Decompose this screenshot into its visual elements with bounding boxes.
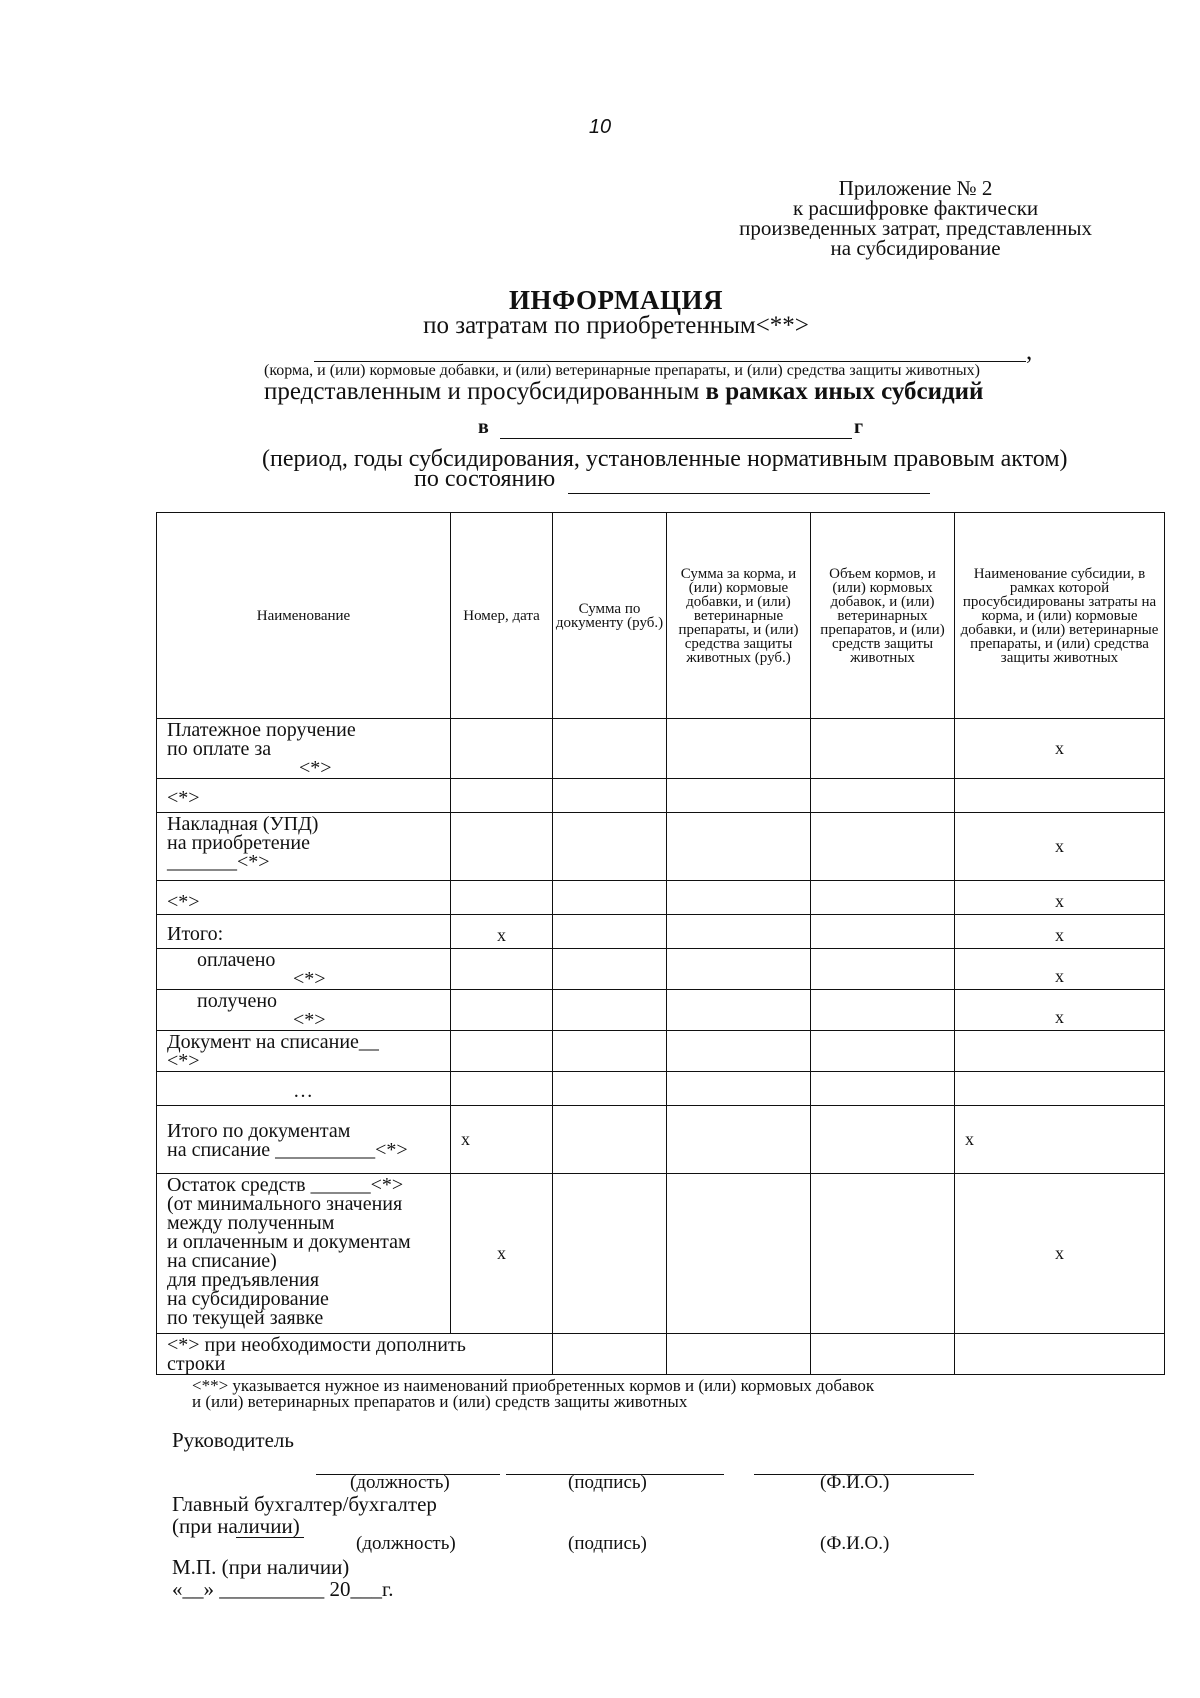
table-row: [157, 779, 1165, 813]
mark-cell: x: [955, 1174, 1165, 1334]
stamp-label: М.П. (при наличии): [172, 1555, 350, 1579]
mark-cell: x: [955, 881, 1165, 915]
appendix-caption: [739, 178, 1092, 258]
period-prefix: в: [478, 416, 489, 438]
signer-head-label: Руководитель: [172, 1428, 294, 1452]
appendix-line: к расшифровке фактически: [792, 196, 1039, 220]
fio-caption: (Ф.И.О.): [820, 1533, 890, 1554]
heading-line-2-bold: в рамках иных субсидий: [705, 378, 984, 405]
position-caption: (должность): [356, 1533, 456, 1554]
as-of-fill-line: [568, 493, 930, 494]
header-cell: Наименование: [157, 513, 451, 719]
row-label: <*> при необходимости дополнить строки: [157, 1334, 553, 1375]
table-row: [157, 949, 1165, 990]
mark-cell: x: [955, 990, 1165, 1031]
signature-caption: (подпись): [568, 1533, 647, 1554]
mark-cell: x: [955, 915, 1165, 949]
table-row: [157, 719, 1165, 779]
blank-note: (корма, и (или) кормовые добавки, и (или) ветеринарные препараты, и (или) средства защиты животных): [264, 362, 980, 379]
appendix-line: Приложение № 2: [838, 176, 993, 200]
appendix-line: на субсидирование: [830, 236, 1001, 260]
period-fill-line: [500, 438, 852, 439]
row-label: получено <*>: [157, 990, 451, 1031]
position-caption: (должность): [350, 1472, 450, 1493]
mark-cell: x: [451, 1174, 553, 1334]
signature-line: [236, 1537, 304, 1538]
table-row: [157, 813, 1165, 881]
row-label: Итого:: [157, 915, 451, 949]
date-line: «__» __________ 20___г.: [172, 1577, 394, 1601]
appendix-line: произведенных затрат, представленных: [739, 216, 1092, 240]
table-row: [157, 1072, 1165, 1106]
signature-caption: (подпись): [568, 1472, 647, 1493]
header-cell: Наименование субсидии, в рамках которой просубсидированы затраты на корма, и (или) кормовые добавки, и (или) ветеринарные препараты, и (или) средства защиты животных: [955, 513, 1165, 719]
row-label: Накладная (УПД) на приобретение _______<*>: [157, 813, 451, 881]
header-cell: Номер, дата: [451, 513, 553, 719]
heading-line-2: [264, 378, 983, 406]
header-cell: Объем кормов, и (или) кормовых добавок, и (или) ветеринарных препаратов, и (или) средств защиты животных: [811, 513, 955, 719]
header-cell: Сумма по документу (руб.): [553, 513, 667, 719]
mark-cell: x: [451, 1106, 553, 1174]
document-subtitle: по затратам по приобретенным<**>: [423, 312, 809, 339]
row-label: оплачено <*>: [157, 949, 451, 990]
mark-cell: x: [955, 1106, 1165, 1174]
row-label: Платежное поручение по оплате за <*>: [157, 719, 451, 779]
mark-cell: x: [955, 813, 1165, 881]
as-of-label: по состоянию: [414, 466, 556, 492]
fio-caption: (Ф.И.О.): [820, 1472, 890, 1493]
document-title: ИНФОРМАЦИЯ: [509, 285, 723, 315]
header-cell: Сумма за корма, и (или) кормовые добавки, и (или) ветеринарные препараты, и (или) средства защиты животных (руб.): [667, 513, 811, 719]
heading-line-2-normal: представленным и просубсидированным: [264, 378, 706, 405]
table-row: [157, 1031, 1165, 1072]
row-label: Остаток средств ______<*> (от минимального значения между полученным и оплаченным и документам на списание) для предъявления на субсидирование по текущей заявке: [157, 1174, 451, 1334]
mark-cell: x: [955, 719, 1165, 779]
expense-table: [156, 512, 1165, 1375]
accountant-label: Главный бухгалтер/бухгалтер: [172, 1492, 437, 1516]
table-row: [157, 1174, 1165, 1334]
row-label: …: [157, 1072, 451, 1106]
mark-cell: x: [451, 915, 553, 949]
period-suffix: г: [854, 416, 864, 438]
table-row: [157, 915, 1165, 949]
table-header-row: [157, 513, 1165, 719]
table-row: [157, 1334, 1165, 1375]
footnote: <**> указывается нужное из наименований приобретенных кормов и (или) кормовых добавок и (или) ветеринарных препаратов и (или) средств защиты животных: [192, 1376, 875, 1411]
period-note: (период, годы субсидирования, установленные нормативным правовым актом): [262, 446, 1068, 472]
page-number: 10: [588, 116, 612, 138]
accountant-note: (при наличии): [172, 1514, 300, 1538]
row-label: <*>: [157, 881, 451, 915]
row-label: Документ на списание__ <*>: [157, 1031, 451, 1072]
mark-cell: x: [955, 949, 1165, 990]
row-label: <*>: [157, 779, 451, 813]
row-label: Итого по документам на списание __________<*>: [157, 1106, 451, 1174]
table-row: [157, 1106, 1165, 1174]
table-row: [157, 881, 1165, 915]
comma: ,: [1026, 338, 1033, 365]
table-row: [157, 990, 1165, 1031]
